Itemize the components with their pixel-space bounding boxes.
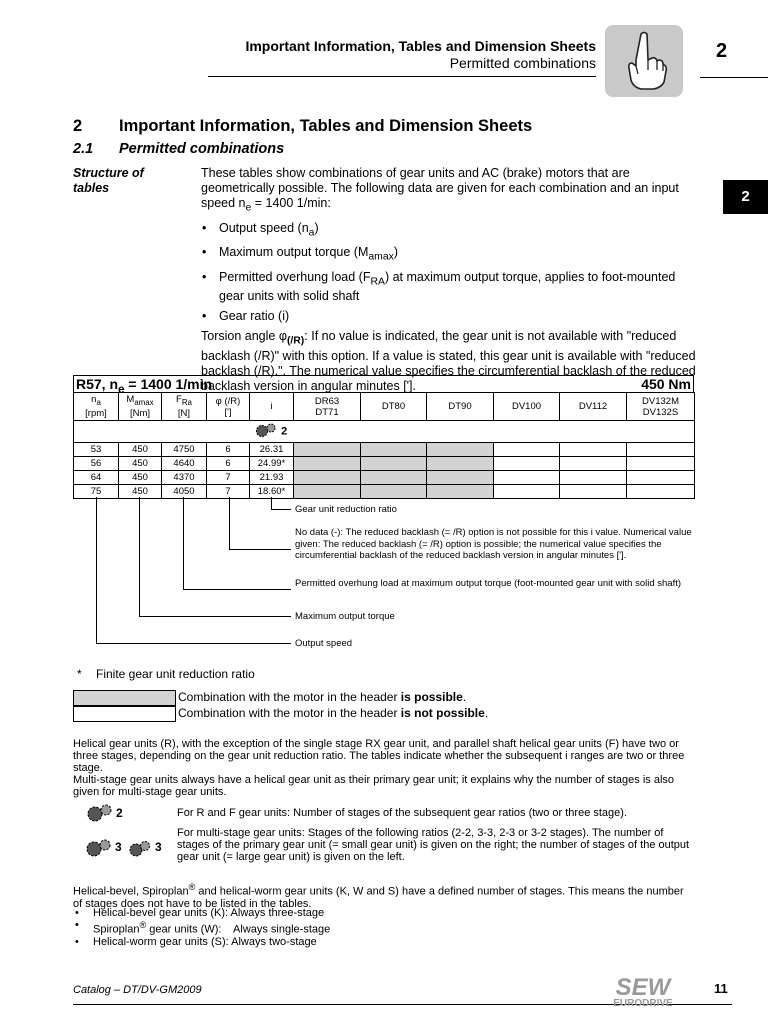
leader-line-fra bbox=[183, 589, 291, 590]
stage-row bbox=[74, 421, 695, 443]
stage-text-rf: For R and F gear units: Number of stages of the subsequent gear ratios (two or three stage). bbox=[177, 807, 628, 819]
combination-grid bbox=[73, 392, 695, 499]
header-rule-right bbox=[700, 77, 768, 78]
finite-mark: * bbox=[77, 667, 82, 681]
legend-not-possible: Combination with the motor in the header is not possible. bbox=[178, 706, 489, 720]
chapter-number: 2 bbox=[73, 117, 83, 135]
col-header-i: i bbox=[250, 393, 294, 421]
table-row: 53 450 4750 6 26.31 bbox=[74, 443, 695, 457]
gear-stage-icon bbox=[128, 840, 152, 863]
col-header-fra: $F_{Ra}$ [N] bbox=[162, 393, 207, 421]
intro-paragraph: These tables show combinations of gear units and AC (brake) motors that are geometrically possible. The following data are given for each combination and an input speed $n_e = 1400$ 1/min: bbox=[201, 166, 679, 214]
stage-count: 2 bbox=[116, 806, 123, 820]
stage-text-multi: For multi-stage gear units: Stages of the following ratios (2-2, 3-3, 2-3 or 3-2 stages). The number of stages of the primary gear unit (= small gear unit) is given on the right; the number of stages of the output gear unit (= large gear unit) is given on the left. bbox=[177, 827, 690, 863]
list-item: • Spiroplan® gear units (W): Always single-stage bbox=[75, 919, 331, 936]
structure-body bbox=[201, 166, 696, 399]
list-item: • Maximum output torque $(M_{amax})$ bbox=[202, 245, 398, 263]
footer-catalog: Catalog – DT/DV-GM2009 bbox=[73, 984, 202, 996]
annotation-ratio: Gear unit reduction ratio bbox=[295, 504, 397, 515]
gear-stage-icon bbox=[254, 422, 278, 441]
table-header-row bbox=[74, 393, 695, 421]
col-header-mamax: $M_{amax}$ [Nm] bbox=[119, 393, 162, 421]
margin-label: Structure of tables bbox=[73, 166, 144, 195]
stage-count: 3 bbox=[115, 840, 122, 854]
stage-count: 2 bbox=[281, 425, 288, 438]
table-title: R57, $n_e = 1400$ 1/min bbox=[76, 376, 213, 396]
bevel-paragraph: Helical-bevel, Spiroplan® and helical-worm gear units (K, W and S) have a defined number of stages. This means the number of stages does not have to be listed in the tables. bbox=[73, 882, 684, 910]
annotation-overhung: Permitted overhung load at maximum output torque (foot-mounted gear unit with solid shaft) bbox=[295, 578, 682, 589]
list-item: • Permitted overhung load $(F_{RA})$ at maximum output torque, applies to foot-mounted gear units with solid shaft bbox=[202, 269, 676, 303]
torsion-paragraph: Torsion angle $\varphi_{(/R)}$: If no value is indicated, the gear unit is not available with "reduced backlash (/R)" with this option. If a value is stated, this gear unit is available with "reduced backlash (/R).". The numerical value specifies the circumferential backlash of the reduced backlash version in angular minutes [']. bbox=[201, 329, 696, 393]
helical-paragraph-1: Helical gear units (R), with the exception of the single stage RX gear unit, and parallel shaft helical gear units (F) have two or three stages, depending on the gear unit reduction ratio. The tables indicate whether the subsequent i ranges are two or three stage. bbox=[73, 738, 685, 774]
leader-line-speed bbox=[96, 643, 291, 644]
finite-note bbox=[77, 667, 255, 681]
section-title: Permitted combinations bbox=[119, 141, 285, 157]
data-list bbox=[201, 221, 696, 325]
table-row: 75 450 4050 7 18.60* bbox=[74, 485, 695, 499]
header-rule bbox=[208, 76, 596, 77]
header-title: Important Information, Tables and Dimension Sheets bbox=[245, 38, 596, 54]
list-item: • Output speed $(n_a)$ bbox=[202, 220, 319, 238]
annotation-nodata: No data (-): The reduced backlash (= /R) option is not possible for this i value. Numerical value given: The reduced backlash (= /R) option is possible; the numerical value specifies the circumferential backlash of the reduced backlash version in angular minutes [']. bbox=[295, 527, 692, 561]
annotation-torque: Maximum output torque bbox=[295, 611, 395, 622]
leader-line-ratio bbox=[271, 497, 272, 509]
leader-line-speed bbox=[96, 497, 97, 643]
annotation-speed: Output speed bbox=[295, 638, 353, 649]
col-header-motor: DT80 bbox=[361, 393, 427, 421]
leader-line-fra bbox=[183, 497, 184, 589]
list-item: • Gear ratio (i) bbox=[202, 309, 290, 323]
svg-text:SEW: SEW bbox=[615, 974, 671, 1001]
helical-paragraph-2: Multi-stage gear units always have a helical gear unit as their primary gear unit; it explains why the number of stages is also given for multi-stage gear units. bbox=[73, 774, 675, 798]
leader-line-torque bbox=[139, 497, 140, 616]
header-subtitle: Permitted combinations bbox=[449, 55, 596, 71]
col-header-na: $n_a$ [rpm] bbox=[74, 393, 119, 421]
col-header-motor: DV100 bbox=[494, 393, 560, 421]
finite-text: Finite gear unit reduction ratio bbox=[96, 667, 255, 681]
leader-line-ratio bbox=[271, 509, 291, 510]
legend-swatch-possible bbox=[73, 690, 176, 706]
col-header-motor: DV132M DV132S bbox=[627, 393, 695, 421]
gear-stage-icon bbox=[86, 803, 114, 828]
list-item: • Helical-worm gear units (S): Always two-stage bbox=[75, 935, 317, 948]
table-row: 64 450 4370 7 21.93 bbox=[74, 471, 695, 485]
leader-line-phi bbox=[229, 497, 230, 549]
page-number: 11 bbox=[714, 981, 728, 996]
col-header-phi: φ (/R) ['] bbox=[207, 393, 250, 421]
col-header-motor: DT90 bbox=[427, 393, 494, 421]
table-title-bar bbox=[73, 375, 694, 396]
sew-eurodrive-logo bbox=[603, 973, 683, 1014]
leader-line-phi bbox=[229, 549, 291, 550]
chapter-side-tab[interactable]: 2 bbox=[723, 180, 768, 214]
section-number: 2.1 bbox=[73, 141, 94, 157]
stage-list bbox=[73, 907, 330, 948]
svg-text:EURODRIVE: EURODRIVE bbox=[613, 998, 673, 1009]
header-chapter-number: 2 bbox=[716, 40, 728, 62]
gear-stage-icon bbox=[85, 838, 113, 863]
col-header-motor: DR63 DT71 bbox=[294, 393, 361, 421]
legend-possible: Combination with the motor in the header is possible. bbox=[178, 690, 467, 704]
pointing-hand-icon bbox=[605, 25, 683, 97]
leader-line-torque bbox=[139, 616, 291, 617]
stage-count: 3 bbox=[155, 840, 162, 854]
combination-table bbox=[73, 375, 694, 499]
table-row: 56 450 4640 6 24.99* bbox=[74, 457, 695, 471]
list-item: • Helical-bevel gear units (K): Always three-stage bbox=[75, 907, 325, 919]
table-torque: 450 Nm bbox=[641, 376, 691, 392]
col-header-motor: DV112 bbox=[560, 393, 627, 421]
chapter-title: Important Information, Tables and Dimension Sheets bbox=[119, 117, 533, 135]
legend-swatch-not-possible bbox=[73, 706, 176, 722]
